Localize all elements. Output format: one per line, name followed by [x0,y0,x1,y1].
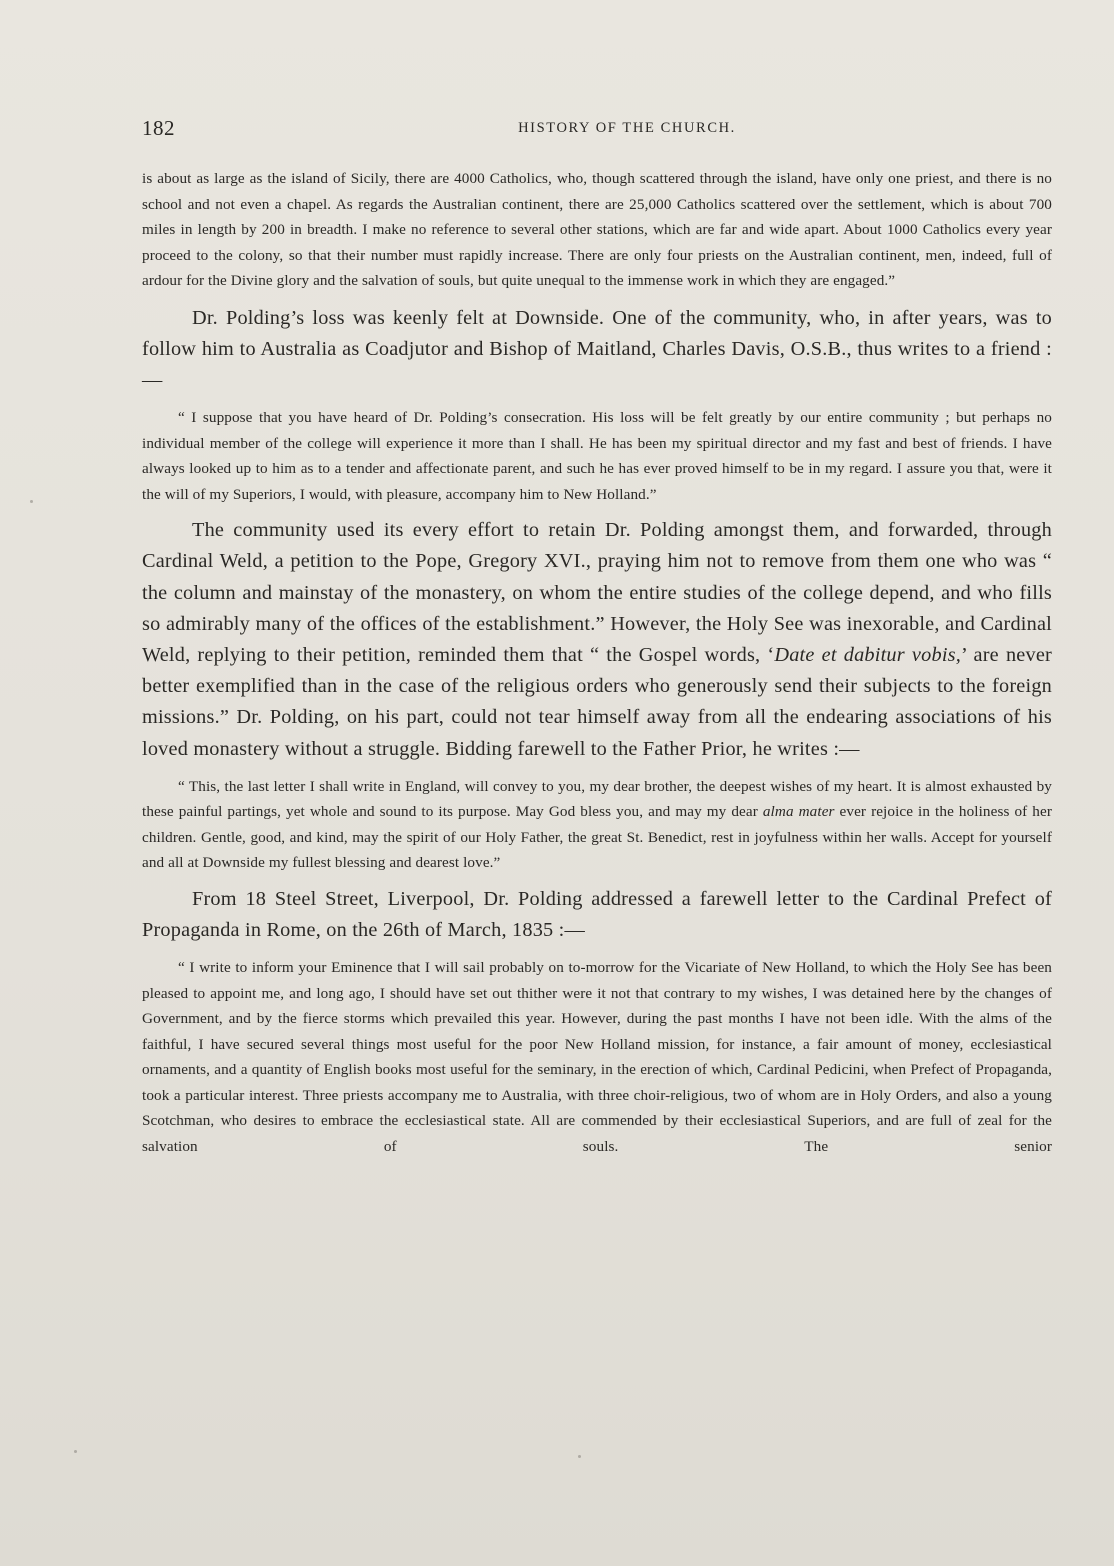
paragraph-text: “ This, the last letter I shall write in England, will convey to you, my dear brother, the deepest wishes of my heart. It is almost exhausted by these painful partings, yet whole and sound to its purpose. May God bless you, and may my dear [142,777,1052,821]
paragraph-text: ever rejoice in the holiness of her children. Gentle, good, and kind, may the spirit of our Holy Father, the great St. Benedict, rest in joyfulness within her walls. Accept for yourself and all at Downside my fullest blessing and dearest love.” [142,803,1052,872]
narrative-paragraph: Dr. Polding’s loss was keenly felt at Downside. One of the community, who, in after years, was to follow him to Australia as Coadjutor and Bishop of Maitland, Charles Davis, O.S.B., thus writes to a friend :— [142,306,1052,391]
body-text [142,166,1052,1159]
page-number: 182 [142,116,175,140]
quoted-letter-paragraph [142,774,1052,876]
paragraph-text: ’ are never better exemplified than in the case of the religious orders who generously send their subjects to the foreign missions.” Dr. Polding, on his part, could not tear himself away from all the endearing associations of his loved monastery without a struggle. Bidding farewell to the Father Prior, he writes :— [142,643,1052,760]
running-head [140,116,1054,142]
narrative-paragraph [142,515,1052,765]
latin-quotation: Date et dabitur vobis, [774,643,962,666]
quoted-letter-paragraph: “ I suppose that you have heard of Dr. Polding’s consecration. His loss will be felt greatly by our entire community ; but perhaps no individual member of the college will experience it more than I shall. He has been my spiritual director and my fast and best of friends. I have always looked up to him as to a tender and affectionate parent, and such he has ever proved himself to be in my regard. I assure you that, were it the will of my Superiors, I would, with pleasure, accompany him to New Holland.” [142,409,1052,503]
paper-speck [30,500,33,503]
quoted-paragraph-continuation: is about as large as the island of Sicily, there are 4000 Catholics, who, though scattered through the island, have only one priest, and there is no school and not even a chapel. As regards the Australian continent, there are 25,000 Catholics scattered over the settlement, which is about 700 miles in length by 200 in breadth. I make no reference to several other stations, which are far and wide apart. About 1000 Catholics every year proceed to the colony, so that their number must rapidly increase. There are only four priests on the Australian continent, men, indeed, full of ardour for the Divine glory and the salvation of souls, but quite unequal to the immense work in which they are engaged.” [142,170,1052,289]
latin-phrase: alma mater [762,803,835,821]
narrative-paragraph: From 18 Steel Street, Liverpool, Dr. Polding addressed a farewell letter to the Cardinal Prefect of Propaganda in Rome, on the 26th of March, 1835 :— [142,887,1052,941]
quoted-letter-paragraph: “ I write to inform your Eminence that I will sail probably on to-morrow for the Vicariate of New Holland, to which the Holy See has been pleased to appoint me, and long ago, I should have set out thither were it not that contrary to my wishes, I was detained here by the changes of Government, and by the fierce storms which prevailed this year. However, during the past months I have not been idle. With the alms of the faithful, I have secured several things most useful for the poor New Holland mission, for instance, a fair amount of money, ecclesiastical ornaments, and a quantity of English books most useful for the seminary, in the erection of which, Cardinal Pedicini, when Prefect of Propaganda, took a particular interest. Three priests accompany me to Australia, with three choir-religious, two of whom are in Holy Orders, and also a young Scotchman, who desires to embrace the ecclesiastical state. All are commended by their ecclesiastical Superiors, and are full of zeal for the salvation of souls. The senior [142,959,1052,1155]
paper-speck [578,1455,581,1458]
paragraph-text: The community used its every effort to retain Dr. Polding amongst them, and forwarded, through Cardinal Weld, a petition to the Pope, Gregory XVI., praying him not to remove from them one who was “ the column and mainstay of the monastery, on whom the entire studies of the college depend, and who fills so admirably many of the offices of the establishment.” However, the Holy See was inexorable, and Cardinal Weld, replying to their petition, reminded them that “ the Gospel words, ‘ [142,519,1052,666]
running-title: HISTORY OF THE CHURCH. [518,120,736,136]
paper-speck [74,1450,77,1453]
